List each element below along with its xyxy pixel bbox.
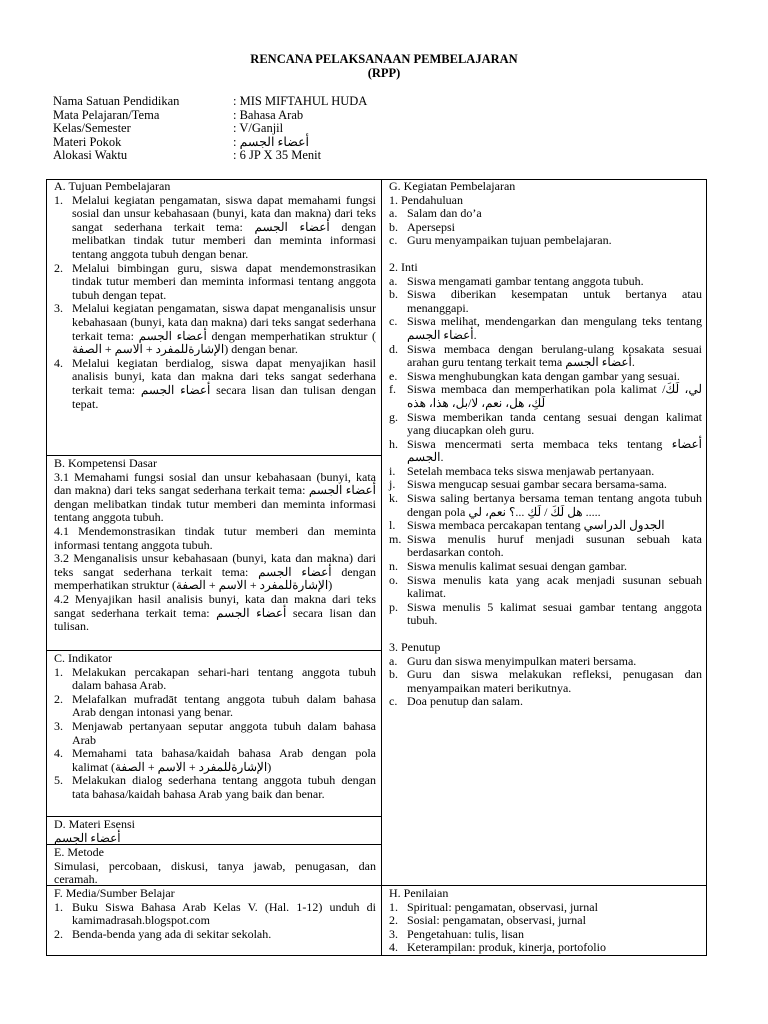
pendahuluan-list: [389, 207, 702, 248]
identity-key: Alokasi Waktu: [53, 148, 128, 163]
item-text: Melafalkan mufradāt tentang anggota tubuh dalam bahasa Arab dengan intonasi yang benar.: [72, 691, 376, 720]
identity-row: [53, 122, 367, 136]
item-marker: p.: [389, 599, 398, 614]
list-item: [389, 533, 702, 560]
item-text: Pengetahuan: tulis, lisan: [407, 926, 524, 941]
list-item: [389, 465, 702, 479]
identity-value: : V/Ganjil: [233, 121, 284, 136]
list-item: [54, 194, 376, 262]
item-text: Siswa membaca percakapan tentang الجدول الدراسي: [407, 518, 665, 533]
list-item: [54, 928, 376, 942]
item-marker: b.: [389, 667, 398, 682]
section-heading: G. Kegiatan Pembelajaran: [389, 179, 516, 193]
item-text: Keterampilan: produk, kinerja, portofolio: [407, 940, 606, 955]
item-text: Apersepsi: [407, 219, 455, 234]
item-text: Salam dan do’a: [407, 206, 482, 221]
section-media: [47, 887, 381, 941]
section-heading: B. Kompetensi Dasar: [54, 456, 157, 470]
item-text: Guru menyampaikan tujuan pembelajaran.: [407, 233, 612, 248]
section-indikator: [47, 652, 381, 802]
item-text: Siswa menghubungkan kata dengan gambar yang sesuai.: [407, 368, 680, 383]
section-heading: H. Penilaian: [389, 886, 449, 900]
item-text: Doa penutup dan salam.: [407, 694, 523, 709]
item-text: Siswa menulis 5 kalimat sesuai gambar tentang anggota tubuh.: [407, 599, 702, 628]
list-item: [389, 519, 702, 533]
list-item: [389, 601, 702, 628]
item-text: Melakukan dialog sederhana tentang anggota tubuh dengan tata bahasa/kaidah bahasa Arab yang baik dan benar.: [72, 773, 376, 801]
identity-value: : 6 JP X 35 Menit: [233, 148, 322, 163]
list-item: [389, 207, 702, 221]
item-marker: 3.: [389, 926, 398, 941]
item-marker: n.: [389, 559, 398, 574]
item-text: Siswa mengucap sesuai gambar secara bersama-sama.: [407, 477, 667, 492]
list-item: [389, 928, 702, 942]
identity-block: [53, 95, 367, 163]
item-marker: 3.: [54, 301, 63, 316]
item-marker: a.: [389, 653, 398, 668]
item-marker: 4.: [389, 940, 398, 955]
section-heading: D. Materi Esensi: [54, 817, 135, 831]
list-item: [389, 411, 702, 438]
item-marker: a.: [389, 206, 398, 221]
item-text: Siswa menulis huruf menjadi susunan sebuah kata berdasarkan contoh.: [407, 531, 702, 560]
list-item: [389, 438, 702, 465]
item-text: Siswa menulis kata yang acak menjadi susunan sebuah kalimat.: [407, 572, 702, 601]
identity-value: : أعضاء الجسم: [233, 134, 310, 149]
media-list: [54, 901, 376, 942]
section-kompetensi: [47, 457, 381, 634]
item-marker: b.: [389, 219, 398, 234]
item-marker: 1.: [54, 192, 63, 207]
list-item: [54, 747, 376, 774]
section-metode: [47, 846, 381, 887]
item-text: Benda-benda yang ada di sekitar sekolah.: [72, 926, 272, 941]
item-text: Setelah membaca teks siswa menjawab pertanyaan.: [407, 463, 655, 478]
section-kegiatan: [382, 180, 708, 709]
list-item: [389, 574, 702, 601]
item-marker: h.: [389, 436, 398, 451]
item-text: Siswa membaca dengan berulang-ulang kosakata sesuai arahan guru tentang terkait tema أعضاء الجسم.: [407, 341, 702, 370]
item-marker: 2.: [54, 691, 63, 706]
item-text: Memahami tata bahasa/kaidah bahasa Arab dengan pola kalimat (الإشارةللمفرد + الاسم + الصفة): [72, 746, 376, 774]
item-text: Siswa membaca dan memperhatikan pola kalimat لي، لَكَ/لَكِ، هل، نعم، لا/بل، هذا، هذه: [407, 382, 702, 410]
item-text: Sosial: pengamatan, observasi, jurnal: [407, 913, 586, 928]
item-text: Siswa saling bertanya bersama teman tentang angota tubuh dengan pola هل لَكَ / لَكِ ...؟ نعم، لي .....: [407, 491, 702, 519]
item-marker: g.: [389, 409, 398, 424]
list-item: [54, 302, 376, 356]
item-text: Menjawab pertanyaan seputar anggota tubuh dalam bahasa Arab: [72, 718, 376, 747]
identity-value: : MIS MIFTAHUL HUDA: [233, 94, 368, 108]
list-item: [389, 288, 702, 315]
item-text: Spiritual: pengamatan, observasi, jurnal: [407, 899, 598, 914]
item-marker: c.: [389, 314, 398, 329]
kd-paragraph: 4.2 Menyajikan hasil analisis bunyi, kata dan makna dari teks sangat sederhana terkait tema: أعضاء الجسم secara lisan dan tulisan.: [54, 591, 376, 634]
list-item: [389, 560, 702, 574]
item-marker: d.: [389, 341, 398, 356]
subsection-heading: 2. Inti: [389, 259, 418, 274]
item-marker: a.: [389, 273, 398, 288]
item-text: Melakukan percakapan sehari-hari tentang anggota tubuh dalam bahasa Arab.: [72, 664, 376, 693]
list-item: [389, 221, 702, 235]
item-marker: 4.: [54, 355, 63, 370]
list-item: [54, 357, 376, 411]
list-item: [389, 343, 702, 370]
list-item: [389, 901, 702, 915]
title-line-2: (RPP): [367, 66, 401, 80]
penilaian-list: [389, 901, 702, 955]
section-penilaian: [382, 887, 708, 955]
item-marker: 1.: [54, 899, 63, 914]
list-item: [389, 941, 702, 955]
item-marker: 2.: [54, 926, 63, 941]
item-text: Melalui kegiatan pengamatan, siswa dapat memahami fungsi sosial dan unsur kebahasaan (bunyi, kata dan makna) dari teks sangat sederhana terkait tema: أعضاء الجسم dengan melibatkan tindak tutur memberi dan meminta informasi tentang anggota tubuh dengan benar.: [72, 192, 376, 261]
identity-value: : Bahasa Arab: [233, 107, 304, 122]
list-item: [389, 492, 702, 519]
subsection-heading: 1. Pendahuluan: [389, 192, 463, 207]
list-item: [54, 774, 376, 801]
metode-text: Simulasi, percobaan, diskusi, tanya jawab, penugasan, dan ceramah.: [54, 858, 376, 887]
identity-row: [53, 95, 367, 109]
section-materi: [47, 818, 381, 845]
item-marker: 1.: [54, 664, 63, 679]
section-heading: C. Indikator: [54, 651, 112, 665]
identity-key: Kelas/Semester: [53, 121, 131, 136]
identity-key: Materi Pokok: [53, 134, 122, 149]
item-marker: b.: [389, 287, 398, 302]
item-text: Buku Siswa Bahasa Arab Kelas V. (Hal. 1-12) unduh di kamimadrasah.blogspot.com: [72, 899, 376, 928]
list-item: [389, 478, 702, 492]
list-item: [389, 383, 702, 410]
section-heading: E. Metode: [54, 845, 104, 859]
subsection-heading: 3. Penutup: [389, 640, 441, 654]
item-marker: c.: [389, 694, 398, 709]
indikator-list: [54, 666, 376, 802]
item-marker: i.: [389, 463, 396, 478]
tujuan-list: [54, 194, 376, 412]
item-marker: 3.: [54, 718, 63, 733]
list-item: [389, 655, 702, 669]
item-text: Melalui kegiatan pengamatan, siswa dapat menganalisis unsur kebahasaan (bunyi, kata dan makna) dari teks sangat sederhana terkait tema: أعضاء الجسم dengan memperhatikan struktur ( الإشارةللمفرد + الاسم + الصفة) dengan benar.: [72, 301, 376, 357]
item-text: Siswa memberikan tanda centang sesuai dengan kalimat yang diucapkan oleh guru.: [407, 409, 702, 438]
list-item: [389, 668, 702, 695]
inti-list: [389, 275, 702, 628]
materi-text: أعضاء الجسم: [54, 830, 121, 845]
identity-row: [53, 149, 367, 163]
list-item: [389, 275, 702, 289]
item-marker: f.: [389, 382, 396, 397]
list-item: [54, 720, 376, 747]
item-text: Siswa melihat, mendengarkan dan mengulang teks tentang أعضاء الجسم.: [407, 314, 702, 342]
penutup-list: [389, 655, 702, 709]
item-text: Siswa mencermati serta membaca teks tentang أعضاء الجسم.: [407, 436, 702, 465]
list-item: [389, 695, 702, 709]
item-text: Melalui kegiatan berdialog, siswa dapat menyajikan hasil analisis bunyi, kata dan makna dari teks sangat sederhana terkait tema: أعضاء الجسم secara lisan dan tulisan dengan tepat.: [72, 355, 376, 411]
section-heading: A. Tujuan Pembelajaran: [54, 179, 171, 193]
item-marker: m.: [389, 531, 402, 546]
list-item: [389, 914, 702, 928]
item-marker: 5.: [54, 773, 63, 788]
kd-paragraph: 4.1 Mendemonstrasikan tindak tutur memberi dan meminta informasi tentang anggota tubuh.: [54, 523, 376, 552]
kd-paragraph: 3.1 Memahami fungsi sosial dan unsur kebahasaan (bunyi, kata dan makna) dari teks sangat sederhana terkait tema: أعضاء الجسم dengan melibatkan tindak tutur memberi dan meminta informasi tentang anggota tubuh.: [54, 469, 376, 525]
identity-key: Mata Pelajaran/Tema: [53, 107, 160, 122]
item-marker: 4.: [54, 746, 63, 761]
item-text: Siswa menulis kalimat sesuai dengan gambar.: [407, 559, 627, 574]
item-marker: 1.: [389, 899, 398, 914]
item-text: Guru dan siswa melakukan refleksi, penugasan dan menyampaikan materi berikutnya.: [407, 667, 702, 695]
identity-key: Nama Satuan Pendidikan: [53, 94, 180, 108]
kd-paragraph: 3.2 Menganalisis unsur kebahasaan (bunyi, kata dan makna) dari teks sangat sederhana terkait tema: أعضاء الجسم dengan memperhatikan struktur (الإشارةللمفرد + الاسم + الصفة): [54, 551, 376, 593]
item-text: Melalui bimbingan guru, siswa dapat mendemonstrasikan tindak tutur memberi dan meminta informasi tentang anggota tubuh dengan tepat.: [72, 260, 376, 302]
rpp-table: [46, 179, 707, 956]
item-marker: 2.: [389, 913, 398, 928]
title-line-1: RENCANA PELAKSANAAN PEMBELAJARAN: [250, 52, 518, 66]
item-marker: l.: [389, 518, 396, 533]
item-marker: k.: [389, 491, 398, 506]
list-item: [389, 315, 702, 342]
item-text: Siswa diberikan kesempatan untuk bertanya atau menanggapi.: [407, 287, 702, 315]
identity-row: [53, 136, 367, 150]
item-marker: o.: [389, 572, 398, 587]
item-marker: j.: [389, 477, 396, 492]
section-heading: F. Media/Sumber Belajar: [54, 886, 175, 900]
item-text: Siswa mengamati gambar tentang anggota tubuh.: [407, 273, 644, 288]
list-item: [54, 693, 376, 720]
list-item: [54, 666, 376, 693]
list-item: [389, 234, 702, 248]
list-item: [54, 262, 376, 303]
section-tujuan: [47, 180, 381, 411]
item-marker: e.: [389, 368, 398, 383]
item-marker: c.: [389, 233, 398, 248]
document-title: [0, 52, 768, 80]
identity-row: [53, 109, 367, 123]
list-item: [54, 901, 376, 928]
item-text: Guru dan siswa menyimpulkan materi bersama.: [407, 653, 637, 668]
item-marker: 2.: [54, 260, 63, 275]
